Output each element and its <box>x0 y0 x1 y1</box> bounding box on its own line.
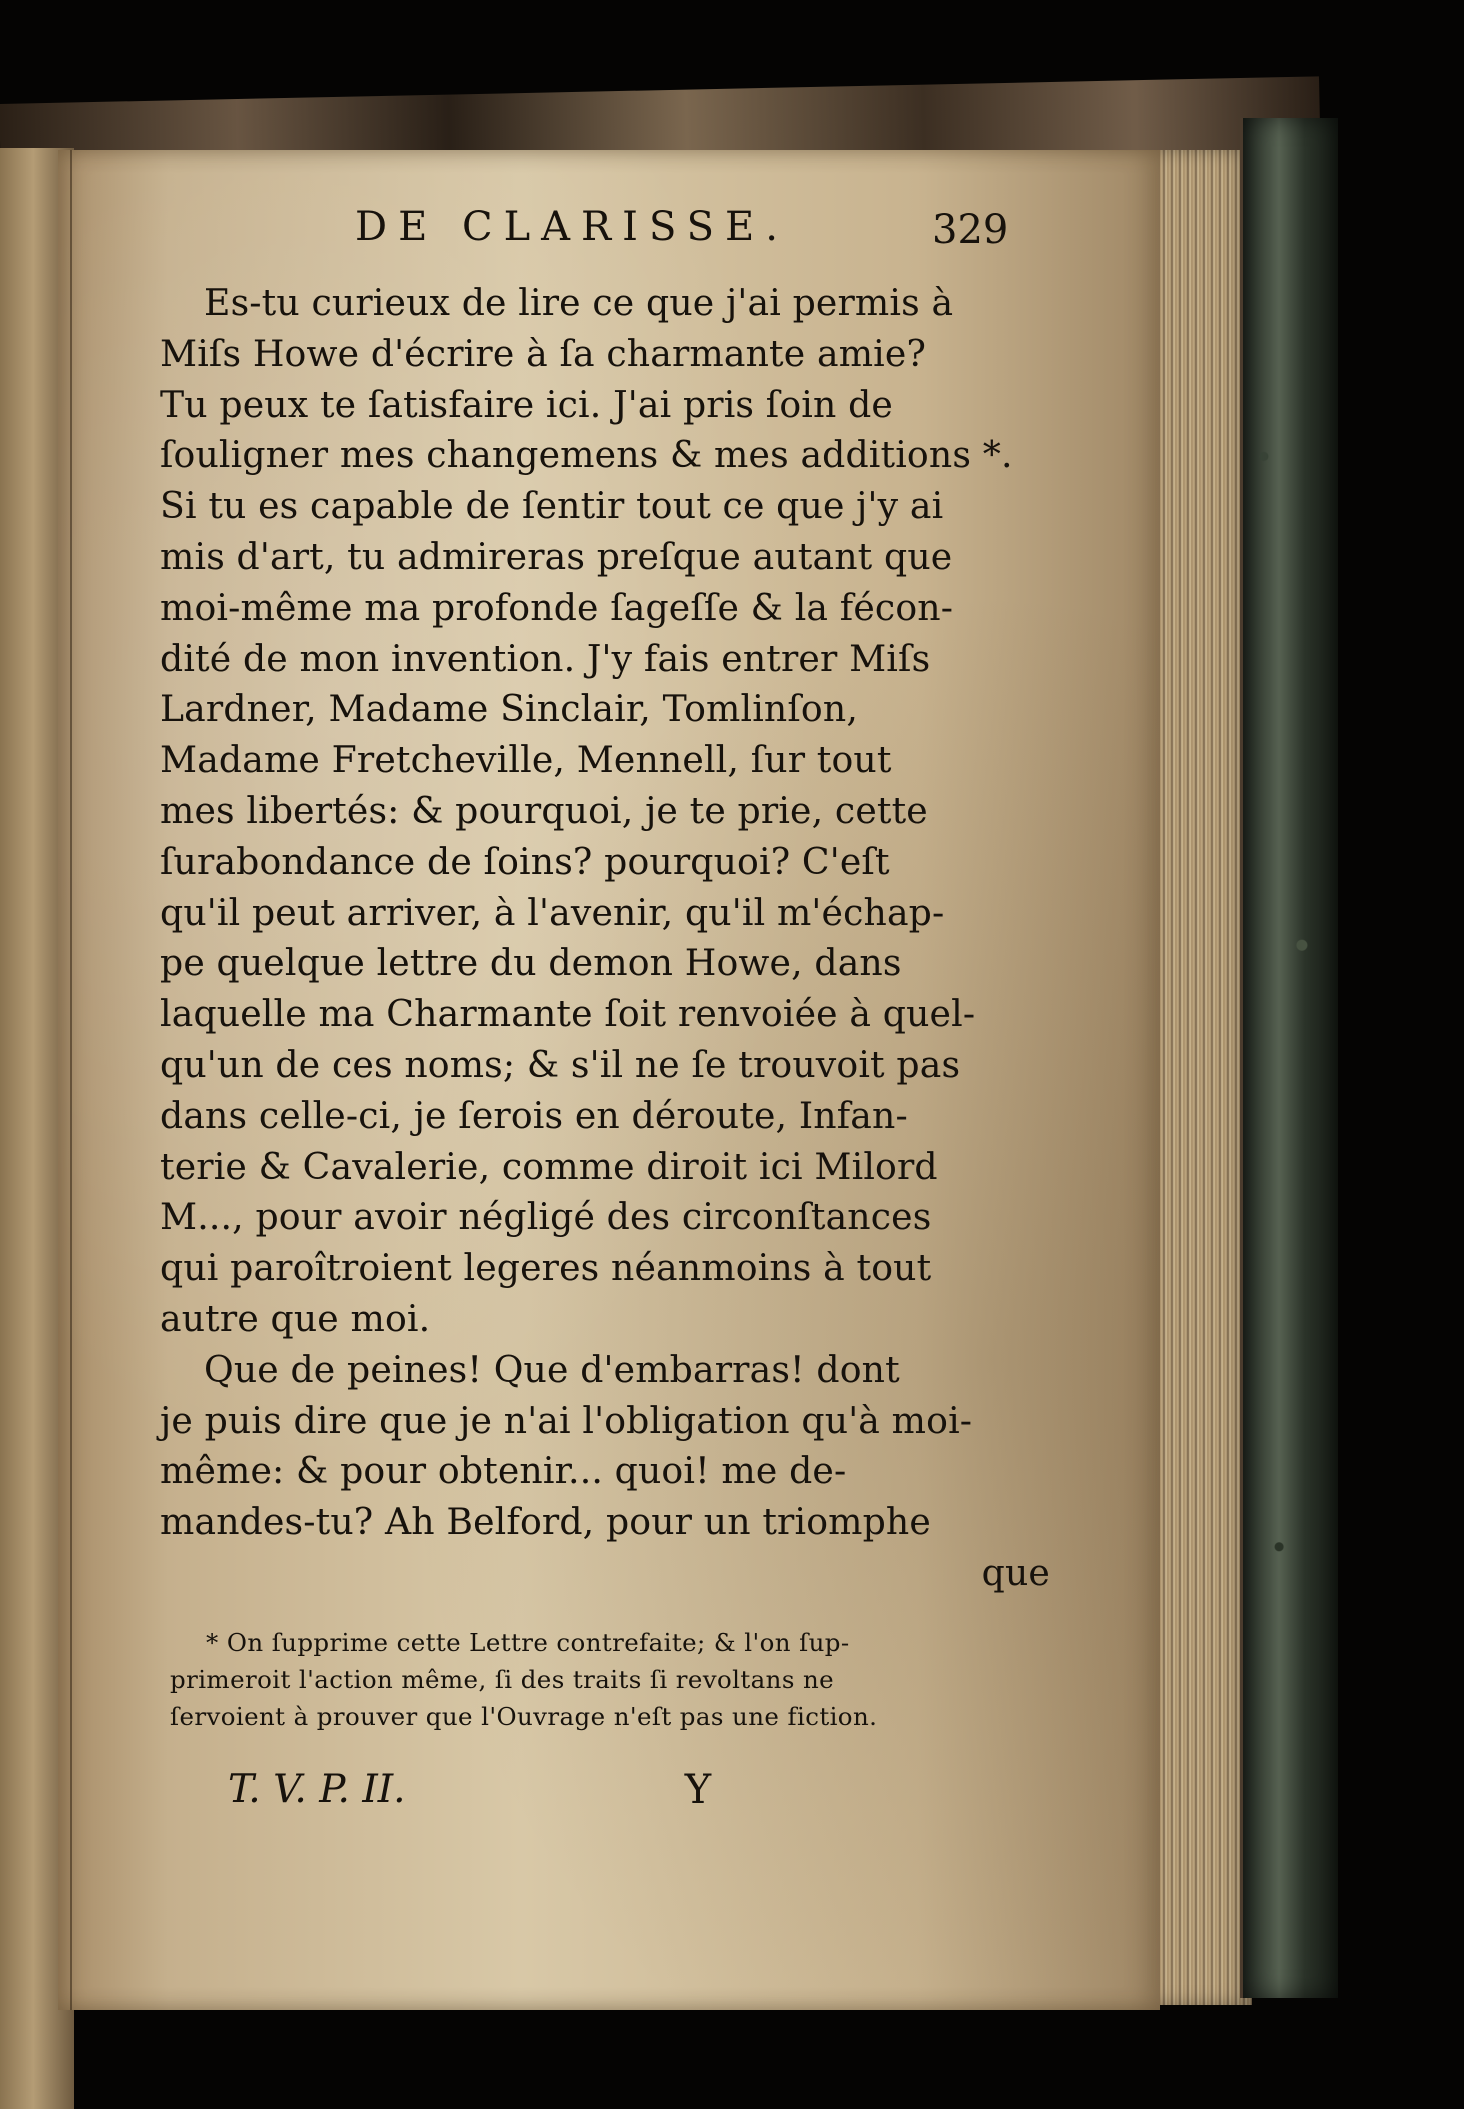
printed-book-page <box>58 150 1160 2010</box>
running-head: DE CLARISSE. <box>355 204 789 250</box>
text-line: ſouligner mes changemens & mes additions *. <box>160 433 1013 477</box>
text-line: ſurabondance de ſoins? pourquoi? C'eſt <box>160 839 890 883</box>
text-line: Si tu es capable de ſentir tout ce que j'y ai <box>160 484 944 528</box>
text-line: Madame Fretcheville, Mennell, ſur tout <box>160 738 892 782</box>
text-line: mandes-tu? Ah Belford, pour un triomphe <box>160 1500 931 1544</box>
text-line: qui paroîtroient legeres néanmoins à tout <box>160 1246 932 1290</box>
footnote-line: ſervoient à prouver que l'Ouvrage n'eſt pas une fiction. <box>170 1702 878 1731</box>
text-line: Es-tu curieux de lire ce que j'ai permis à <box>204 281 954 324</box>
text-line: qu'un de ces noms; & s'il ne ſe trouvoit pas <box>160 1042 961 1086</box>
text-line: Miſs Howe d'écrire à ſa charmante amie? <box>160 331 926 375</box>
text-line: mis d'art, tu admireras preſque autant que <box>160 534 953 578</box>
page-gutter-line <box>70 150 72 2010</box>
text-line: Tu peux te ſatisfaire ici. J'ai pris ſoin de <box>160 382 894 426</box>
text-line: Que de peines! Que d'embarras! dont <box>204 1347 900 1391</box>
text-line: qu'il peut arriver, à l'avenir, qu'il m'échap- <box>160 890 945 934</box>
text-line: laquelle ma Charmante ſoit renvoiée à quel- <box>160 992 976 1036</box>
text-line: dité de mon invention. J'y fais entrer Miſs <box>160 636 931 680</box>
text-line: je puis dire que je n'ai l'obligation qu'à moi- <box>160 1398 973 1442</box>
text-line: Lardner, Madame Sinclair, Tomlinſon, <box>160 687 858 731</box>
text-line: moi-même ma profonde ſageſſe & la fécon- <box>160 585 954 629</box>
main-text-block <box>160 278 1060 1599</box>
text-line: terie & Cavalerie, comme diroit ici Milord <box>160 1144 938 1188</box>
text-line: pe quelque lettre du demon Howe, dans <box>160 941 902 985</box>
text-line: autre que moi. <box>160 1296 431 1340</box>
page-stack-edge <box>1150 150 1252 2005</box>
footnote-line: * On ſupprime cette Lettre contrefaite; & l'on ſup- <box>206 1628 850 1657</box>
text-line: mes libertés: & pourquoi, je te prie, cette <box>160 788 928 832</box>
footnote-line: primeroit l'action même, ſi des traits ſi revoltans ne <box>170 1665 835 1694</box>
gathering-mark: Y <box>684 1767 712 1813</box>
text-line: même: & pour obtenir... quoi! me de- <box>160 1449 847 1493</box>
catchword: que <box>981 1550 1050 1594</box>
text-line: dans celle-ci, je ſerois en déroute, Infan- <box>160 1093 908 1137</box>
page-number: 329 <box>932 207 1009 253</box>
footnote <box>170 1624 1050 1735</box>
marbled-cover-edge <box>1240 118 1338 1998</box>
text-line: M..., pour avoir négligé des circonſtances <box>160 1195 932 1239</box>
volume-part-signature: T. V. P. II. <box>228 1767 406 1812</box>
